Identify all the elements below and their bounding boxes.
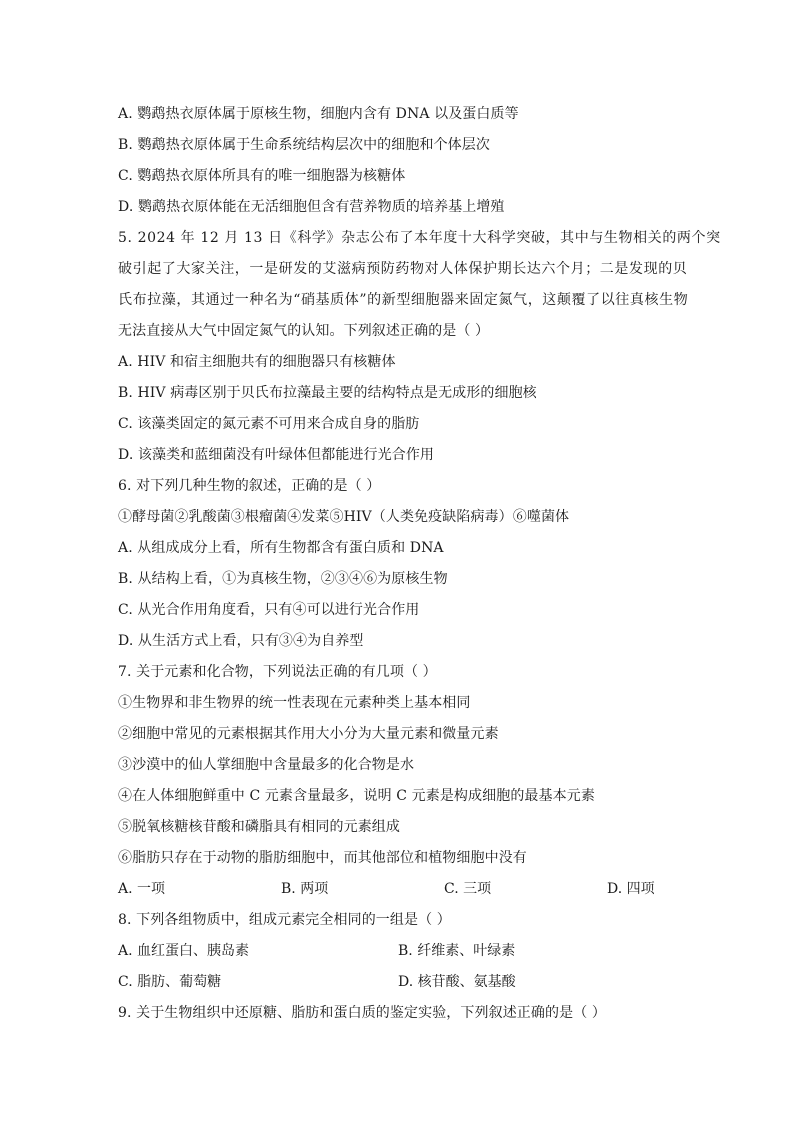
q5-option-b: B. HIV 病毒区别于贝氏布拉藻最主要的结构特点是无成形的细胞核: [118, 385, 537, 401]
q5-option-c: C. 该藻类固定的氮元素不可用来合成自身的脂肪: [118, 416, 420, 432]
q6-option-d: D. 从生活方式上看，只有③④为自养型: [118, 633, 364, 649]
q7-option-a: A. 一项: [118, 881, 166, 897]
q7-statement-6: ⑥脂肪只存在于动物的脂肪细胞中，而其他部位和植物细胞中没有: [118, 850, 527, 866]
q5-option-d: D. 该藻类和蓝细菌没有叶绿体但都能进行光合作用: [118, 447, 435, 463]
q6-items: ①酵母菌②乳酸菌③根瘤菌④发菜⑤HIV（人类免疫缺陷病毒）⑥噬菌体: [118, 509, 570, 525]
q5-stem-line-2: 破引起了大家关注，一是研发的艾滋病预防药物对人体保护期长达六个月；二是发现的贝: [118, 261, 688, 277]
q7-option-b: B. 两项: [281, 881, 329, 897]
q6-option-a: A. 从组成成分上看，所有生物都含有蛋白质和 DNA: [118, 540, 444, 556]
q8-stem: 8. 下列各组物质中，组成元素完全相同的一组是（ ）: [118, 912, 451, 928]
q7-options-row: [118, 874, 678, 905]
q5-stem-line-4: 无法直接从大气中固定氮气的认知。下列叙述正确的是（ ）: [118, 323, 490, 339]
q7-option-d: D. 四项: [607, 881, 655, 897]
q8-option-b: B. 纤维素、叶绿素: [398, 943, 516, 959]
q7-stem: 7. 关于元素和化合物，下列说法正确的有几项（ ）: [118, 664, 437, 680]
q6-option-b: B. 从结构上看，①为真核生物，②③④⑥为原核生物: [118, 571, 448, 587]
q7-statement-3: ③沙漠中的仙人掌细胞中含量最多的化合物是水: [118, 757, 415, 773]
q7-statement-5: ⑤脱氧核糖核苷酸和磷脂具有相同的元素组成: [118, 819, 400, 835]
prev-option-d: D. 鹦鹉热衣原体能在无活细胞但含有营养物质的培养基上增殖: [118, 199, 505, 215]
prev-option-c: C. 鹦鹉热衣原体所具有的唯一细胞器为核糖体: [118, 168, 406, 184]
q6-option-c: C. 从光合作用角度看，只有④可以进行光合作用: [118, 602, 420, 618]
prev-option-b: B. 鹦鹉热衣原体属于生命系统结构层次中的细胞和个体层次: [118, 137, 490, 153]
q8-option-a: A. 血红蛋白、胰岛素: [118, 943, 250, 959]
q5-stem-line-3: 氏布拉藻，其通过一种名为“硝基质体”的新型细胞器来固定氮气，这颠覆了以往真核生物: [118, 292, 689, 308]
q7-statement-4: ④在人体细胞鲜重中 C 元素含量最多，说明 C 元素是构成细胞的最基本元素: [118, 788, 595, 804]
q7-statement-2: ②细胞中常见的元素根据其作用大小分为大量元素和微量元素: [118, 726, 499, 742]
q8-options-row-2: [118, 967, 678, 998]
q8-option-d: D. 核苷酸、氨基酸: [398, 974, 516, 990]
q5-option-a: A. HIV 和宿主细胞共有的细胞器只有核糖体: [118, 354, 396, 370]
q8-option-c: C. 脂肪、葡萄糖: [118, 974, 222, 990]
q5-stem-line-1: 5. 2024 年 12 月 13 日《科学》杂志公布了本年度十大科学突破，其中与生物相关的两个突: [118, 230, 721, 246]
q9-stem: 9. 关于生物组织中还原糖、脂肪和蛋白质的鉴定实验，下列叙述正确的是（ ）: [118, 1005, 606, 1021]
q7-statement-1: ①生物界和非生物界的统一性表现在元素种类上基本相同: [118, 695, 471, 711]
prev-option-a: A. 鹦鹉热衣原体属于原核生物，细胞内含有 DNA 以及蛋白质等: [118, 106, 519, 122]
q6-stem: 6. 对下列几种生物的叙述，正确的是（ ）: [118, 478, 381, 494]
q8-options-row-1: [118, 936, 678, 967]
exam-page: [118, 99, 721, 1029]
q7-option-c: C. 三项: [444, 881, 492, 897]
